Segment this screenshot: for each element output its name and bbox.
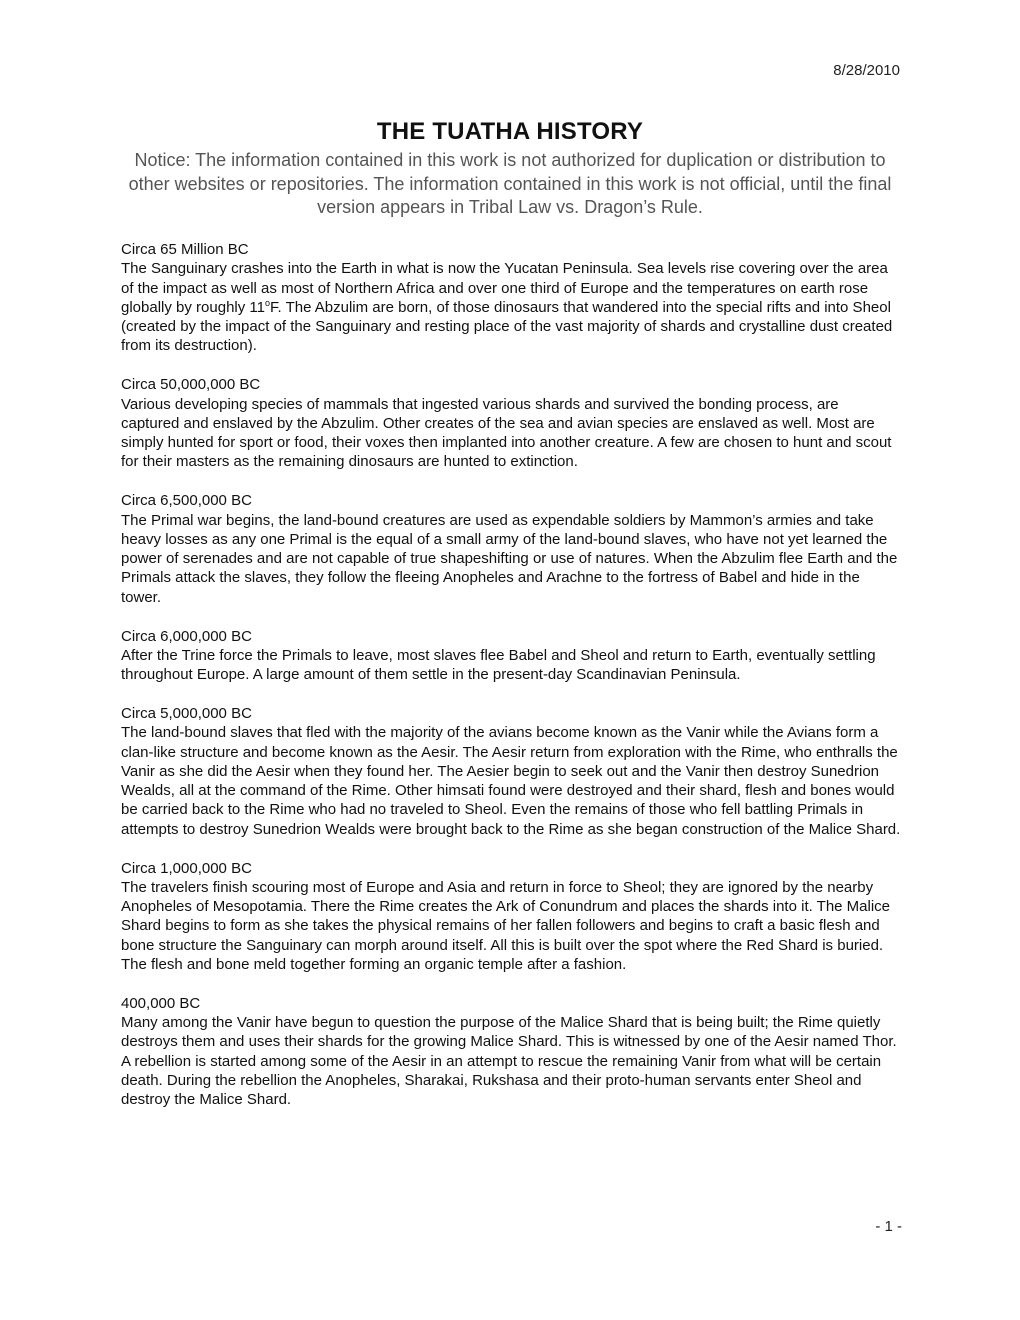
entry-date: Circa 5,000,000 BC — [121, 704, 252, 722]
degree-superscript: o — [264, 297, 270, 308]
page-number: - 1 - — [875, 1218, 902, 1235]
timeline-entry-65-million-bc — [121, 240, 901, 356]
timeline-entry-5m-bc — [121, 704, 901, 839]
document-title: THE TUATHA HISTORY — [376, 118, 644, 145]
timeline-entry-50m-bc — [121, 375, 901, 471]
entry-text: Many among the Vanir have begun to question the purpose of the Malice Shard that is being built; the Rime quietly destroys them and uses their shards for the growing Malice Shard. This is witnessed by one of the Aesir named Thor. A rebellion is started among some of the Aesir in an attempt to rescue the remaining Vanir from what will be certain death. During the rebellion the Anopheles, Sharakai, Rukshasa and their proto-human servants enter Sheol and destroy the Malice Shard. — [121, 1014, 897, 1109]
timeline-entry-6-5m-bc — [121, 491, 901, 607]
entry-text-part: F. The Abzulim are born, of those dinosaurs that wandered into the special rifts and into Sheol (created by the impact of the Sanguinary and resting place of the vast majority of shards and crystalline dust created from its destruction). — [121, 298, 893, 355]
document-body — [121, 240, 901, 1129]
entry-date: Circa 65 Million BC — [121, 241, 249, 258]
notice-paragraph: Notice: The information contained in this work is not authorized for duplication or distribution to other websites or repositories. The information contained in this work is not official, until the final version appears in Tribal Law vs. Dragon’s Rule. — [128, 150, 892, 217]
entry-text: Various developing species of mammals that ingested various shards and survived the bonding process, are captured and enslaved by the Abzulim. Other creates of the sea and avian species are enslaved as well. Most are simply hunted for sport or food, their voxes then implanted into another creature. A few are chosen to hunt and scout for their masters as the remaining dinosaurs are hunted to extinction. — [121, 395, 892, 471]
timeline-entry-1m-bc — [121, 859, 901, 975]
timeline-entry-400k-bc — [121, 994, 901, 1110]
timeline-entry-6m-bc — [121, 627, 901, 685]
entry-date: Circa 50,000,000 BC — [121, 376, 261, 394]
header-date: 8/28/2010 — [833, 62, 900, 79]
entry-text: The travelers finish scouring most of Europe and Asia and return in force to Sheol; they are ignored by the nearby Anopheles of Mesopotamia. There the Rime creates the Ark of Conundrum and places the shards into it. The Malice Shard begins to form as she takes the physical remains of her fallen followers and begins to craft a basic flesh and bone structure the Sanguinary can morph around itself. All this is built over the spot where the Red Shard is buried. The flesh and bone meld together forming an organic temple after a fashion. — [121, 878, 891, 973]
entry-date: 400,000 BC — [121, 994, 201, 1012]
entry-text-part: The Sanguinary crashes into the Earth in what is now the Yucatan Peninsula. Sea levels rise covering over the area of the impact as well as most of Northern Africa and over one third of Europe and the temperatures on earth rose globally by roughly 11 — [121, 260, 888, 316]
entry-text: The land-bound slaves that fled with the majority of the avians become known as the Vanir while the Avians form a clan-like structure and become known as the Aesir. The Aesir return from exploration with the Rime, who enthralls the Vanir as she did the Aesir when they found her. The Aesier begin to seek out and the Vanir then destroy Sunedrion Wealds, all at the command of the Rime. Other himsati found were destroyed and their shard, flesh and bones would be carried back to the Rime who had no traveled to Sheol. Even the remains of those who fell battling Primals in attempts to destroy Sunedrion Wealds were brought back to the Rime as she began construction of the Malice Shard. — [121, 724, 901, 838]
entry-text: After the Trine force the Primals to leave, most slaves flee Babel and Sheol and return to Earth, eventually settling throughout Europe. A large amount of them settle in the present-day Scandinavian Peninsula. — [121, 646, 876, 684]
entry-text — [121, 259, 901, 355]
entry-date: Circa 1,000,000 BC — [121, 859, 252, 877]
entry-date: Circa 6,500,000 BC — [121, 492, 252, 510]
entry-text: The Primal war begins, the land-bound creatures are used as expendable soldiers by Mammon’s armies and take heavy losses as any one Primal is the equal of a small army of the land-bound slaves, who have not yet learned the power of serenades and are not capable of true shapeshifting or use of natures. When the Abzulim flee Earth and the Primals attack the slaves, they follow the fleeing Anopheles and Arachne to the fortress of Babel and hide in the tower. — [121, 511, 898, 606]
entry-date: Circa 6,000,000 BC — [121, 627, 252, 645]
